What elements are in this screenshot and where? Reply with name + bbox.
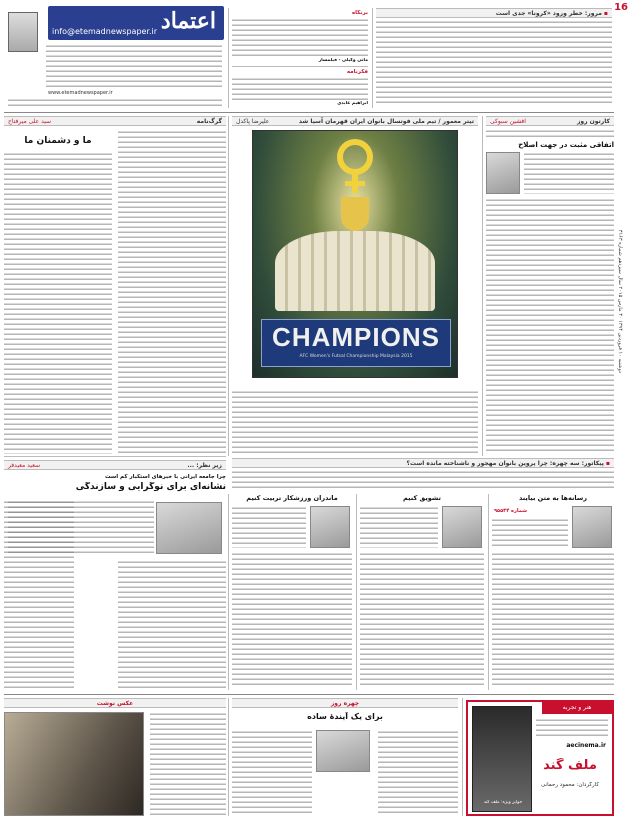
story-moms (232, 494, 352, 690)
gorgname-body (118, 130, 226, 454)
author-photo (156, 502, 222, 554)
cartoon-day-bar: کارتون روز افشین سبوکی (486, 116, 614, 126)
column-body-top (524, 152, 614, 194)
story-moms-photo (310, 506, 350, 548)
photo-feature (4, 698, 226, 816)
story-media-lead (492, 518, 568, 548)
top-news-body (376, 20, 612, 106)
left-columns (4, 116, 226, 456)
top-left-brief (232, 10, 368, 108)
left-columns-bar: گرگ‌نامه سید علی میرفتاح (4, 116, 226, 126)
column-kicker (486, 129, 614, 139)
bottom-left-body-2 (4, 500, 74, 688)
story-cheer-photo (442, 506, 482, 548)
story-cheer-body (360, 552, 484, 688)
story-media-title: رسانه‌ها به متن بیایند (519, 494, 587, 502)
champions-illustration (252, 130, 458, 378)
column-body (486, 198, 614, 452)
bottom-left-title: نشانه‌ای برای نوگرایی و سازندگی (75, 482, 226, 492)
face-of-day-title: برای یک آیندهٔ ساده (307, 712, 383, 721)
fekrname-author: ابراهیم عابدی (337, 101, 368, 106)
right-column (486, 116, 614, 456)
face-of-day (232, 698, 458, 816)
center-body (232, 390, 478, 454)
ad-poster (472, 706, 532, 812)
fekrname-body (232, 77, 368, 101)
email-text: info@etemadnewspaper.ir (52, 27, 158, 36)
ad-poster-title: جوایز ویژه: ملف گند (483, 800, 523, 805)
bottom-left-body-1 (118, 560, 226, 688)
face-of-day-photo (316, 730, 370, 772)
fekrname-title: فکرنامه (346, 69, 368, 75)
story-media-body (492, 552, 614, 688)
face-of-day-body-2 (232, 730, 312, 816)
photo-feature-bar: عکس نوشت (4, 698, 226, 708)
ad-body (536, 718, 608, 738)
female-symbol-icon (337, 139, 373, 175)
story-moms-lead (232, 506, 306, 548)
logo-text: اعتماد (160, 8, 216, 34)
players-crowd (275, 231, 435, 311)
date-line: دوشنبه ۱۰ فروردین ۱۳۹۴ ۳۰ مارس ۲۰۱۵ سال سیزدهم شماره ۳۱۶۳ (617, 229, 623, 373)
center-feature-bar: تیتر معمور / تیم ملی فوتسال بانوان ایران قهرمان آسیا شد علیرضا پاکدل (232, 116, 478, 126)
story-moms-title: ماندران ورزشکار تربیت کنیم (246, 494, 338, 502)
page-number: 16 (614, 2, 628, 13)
ad-director: کارگردان: محمود رحمانی (541, 782, 599, 788)
columnist-photo (486, 152, 520, 194)
story-media (492, 494, 614, 690)
champions-subtitle: AFC Women's Futsal Championship Malaysia 2015 (299, 354, 413, 359)
column-title: اتفاقی مثبت در جهت اصلاح (518, 141, 614, 149)
masthead-credits (46, 44, 222, 88)
masthead (4, 6, 226, 110)
film-advertisement (466, 700, 614, 816)
center-feature (232, 116, 478, 386)
champions-text: CHAMPIONS (272, 322, 440, 352)
trophy-icon (341, 197, 369, 231)
mid-feature-bar: ▪پیکاتور: سه چهره: چرا پروین بانوان مهجور و ناشناخته مانده است؟ (232, 458, 614, 468)
story-media-number: شماره ۹۵۵۴۴ (494, 508, 527, 514)
bottom-left-bar: زیر نظر: ... سعید معیدفر (4, 460, 226, 470)
top-news-bar: ▪مرور: خطر ورود «کرونا» جدی است (376, 8, 612, 18)
story-media-photo (572, 506, 612, 548)
brief-title: برنگاه (351, 10, 368, 16)
bottom-left-article (4, 460, 226, 690)
logo-box (48, 6, 224, 40)
champions-banner (261, 319, 451, 367)
face-of-day-body-1 (378, 730, 458, 816)
left-body (4, 152, 112, 454)
masthead-address (8, 98, 222, 108)
bottom-left-supertitle: چرا جامعه ایرانی با خبرهای استکبار کم است (105, 474, 226, 480)
story-cheer-lead (360, 506, 438, 548)
top-right-news (376, 8, 612, 108)
ad-site: aecinema.ir (566, 742, 606, 749)
story-moms-body (232, 552, 352, 688)
historical-photo (4, 712, 144, 816)
brief-author: مانی وکیلی - فیلمساز (318, 58, 368, 63)
website-text: www.etemadnewspaper.ir (48, 90, 113, 96)
story-cheer (360, 494, 484, 690)
mid-feature-intro (232, 470, 614, 490)
left-title: ما و دشمنان ما (24, 136, 92, 146)
ad-film-title: ملف گند (543, 758, 597, 773)
front-page-thumbnail (8, 12, 38, 52)
face-of-day-bar: چهره روز (232, 698, 458, 708)
brief-body (232, 18, 368, 58)
ad-header: هنر و تجربه (542, 702, 612, 714)
story-cheer-title: تشویق کنیم (403, 494, 441, 502)
photo-feature-body (150, 712, 226, 816)
